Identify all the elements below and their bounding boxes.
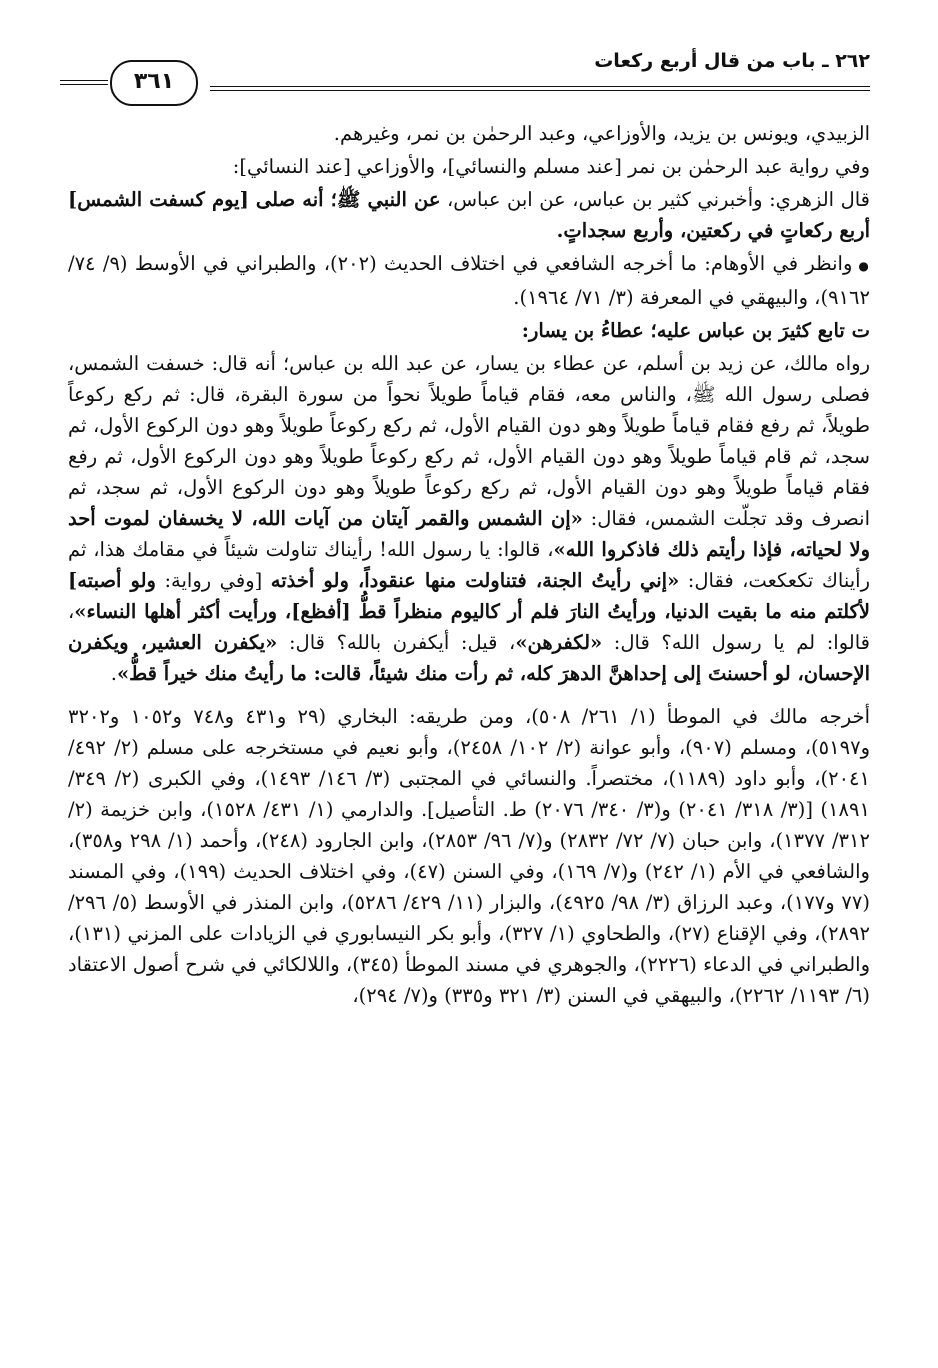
header-rule	[210, 86, 870, 91]
paragraph-2: وفي رواية عبد الرحمٰن بن نمر [عند مسلم والنسائي]، والأوزاعي [عند النسائي]:	[232, 155, 870, 178]
page-number: ٣٦١	[110, 60, 198, 106]
badge-rule	[60, 80, 108, 85]
bold-text-run: «إني رأيتُ الجنة، فتناولت منها عنقوداً، ولو أخذته	[270, 569, 680, 592]
text-run: .	[110, 662, 117, 685]
text-run: [وفي رواية:	[155, 569, 271, 592]
references-paragraph: أخرجه مالك في الموطأ (١/ ٢٦١/ ٥٠٨)، ومن طريقه: البخاري (٢٩ و٤٣١ و٧٤٨ و١٠٥٢ و٣٢٠٢ و٥١٩٧)، ومسلم (٩٠٧)، وأبو عوانة (٢/ ١٠٢/ ٢٤٥٨)، وأبو نعيم في مستخرجه على مسلم (٢/ ٤٩٢/ ٢٠٤١)، وأبو داود (١١٨٩)، مختصراً. والنسائي في المجتبى (٣/ ١٤٦/ ١٤٩٣)، وفي الكبرى (٢/ ٣٤٩/ ١٨٩١) [(٣/ ٣١٨/ ٢٠٤١) و(٣/ ٣٤٠/ ٢٠٧٦) ط. التأصيل]. والدارمي (١/ ٤٣١/ ١٥٢٨)، وابن خزيمة (٢/ ٣١٢/ ١٣٧٧)، وابن حبان (٧/ ٧٢/ ٢٨٣٢) و(٧/ ٩٦/ ٢٨٥٣)، وابن الجارود (٢٤٨)، وأحمد (١/ ٢٩٨ و٣٥٨)، والشافعي في الأم (١/ ٢٤٢) و(٧/ ١٦٩)، وفي السنن (٤٧)، وفي اختلاف الحديث (١٩٩)، وفي المسند (٧٧ و١٧٧)، وعبد الرزاق (٣/ ٩٨/ ٤٩٢٥)، والبزار (١١/ ٤٢٩/ ٥٢٨٦)، وابن المنذر في الأوسط (٥/ ٢٩٦/ ٢٨٩٢)، وفي الإقناع (٢٧)، والطحاوي (١/ ٣٢٧)، وأبو بكر النيسابوري في الزيادات على المزني (١٣١)، والطبراني في الدعاء (٢٢٢٦)، والجوهري في مسند الموطأ (٣٤٥)، واللالكائي في شرح أصول الاعتقاد (٦/ ١١٩٣/ ٢٢٦٢)، والبيهقي في السنن (٣/ ٣٢١ و٣٣٥) و(٧/ ٢٩٤)،	[68, 705, 871, 1007]
bold-text-run: «يكفرن العشير، ويكفرن الإحسان، لو أحسنتَ إلى إحداهنَّ الدهرَ كله، ثم رأت منك شيئاً، قالت: ما رأيتُ منك خيراً قطُّ»	[68, 631, 870, 685]
text-run: وانظر في الأوهام: ما أخرجه الشافعي في اختلاف الحديث (٢٠٢)، والطبراني في الأوسط (٩/ ٧٤/ ٩١٦٢)، والبيهقي في المعرفة (٣/ ٧١/ ١٩٦٤).	[68, 252, 870, 309]
bold-text-run: ولو أصبته] لأكلتم منه ما بقيت الدنيا، ورأيتُ النارَ فلم أر كاليوم منظراً قطُّ [أفظع]، ورأيت أكثر أهلها النساء»	[68, 569, 870, 623]
text-run: ، قالوا: يا رسول الله! رأيناك تناولت شيئاً في مقامك هذا، ثم رأيناك تكعكعت، فقال:	[68, 538, 871, 592]
bullet-icon: ●	[858, 259, 870, 273]
paragraph-3	[68, 184, 870, 246]
text-run: قال الزهري: وأخبرني كثير بن عباس، عن ابن عباس،	[440, 188, 870, 211]
bold-text-run: عن النبي ﷺ؛ أنه صلى [يوم كسفت الشمس] أربع ركعاتٍ في ركعتين، وأربع سجداتٍ.	[68, 188, 870, 242]
paragraph-4	[68, 248, 870, 313]
text-run: ، قالوا: لم يا رسول الله؟ قال:	[68, 600, 870, 654]
chapter-title: ٢٦٢ ـ باب من قال أربع ركعات	[594, 50, 870, 72]
page-body	[68, 118, 870, 1013]
paragraph-1: الزبيدي، ويونس بن يزيد، والأوزاعي، وعبد الرحمٰن بن نمر، وغيرهم.	[333, 122, 870, 145]
subheading: ت تابع كثيرَ بن عباس عليه؛ عطاءُ بن يسار:	[521, 319, 870, 342]
bold-text-run: «إن الشمس والقمر آيتان من آيات الله، لا يخسفان لموت أحد ولا لحياته، فإذا رأيتم ذلك فاذكروا الله»	[68, 507, 870, 561]
page-header	[60, 40, 870, 110]
bold-text-run: «لكفرهن»	[515, 631, 603, 654]
text-run: ، قيل: أيكفرن بالله؟ قال:	[277, 631, 516, 654]
paragraph-hadith	[68, 348, 870, 689]
text-run: رواه مالك، عن زيد بن أسلم، عن عطاء بن يسار، عن عبد الله بن عباس؛ أنه قال: خسفت الشمس، فصلى رسول الله ﷺ، والناس معه، فقام قياماً طويلاً نحواً من سورة البقرة، قال: ثم ركع ركوعاً طويلاً، ثم رفع فقام قياماً طويلاً وهو دون القيام الأول، ثم ركع ركوعاً طويلاً وهو دون الركوع الأول، ثم سجد، ثم قام قياماً طويلاً وهو دون القيام الأول، ثم ركع ركوعاً طويلاً وهو دون الركوع الأول، ثم رفع فقام قياماً طويلاً وهو دون القيام الأول، ثم ركع ركوعاً طويلاً وهو دون الركوع الأول، ثم سجد، ثم انصرف وقد تجلّت الشمس، فقال:	[68, 352, 870, 530]
